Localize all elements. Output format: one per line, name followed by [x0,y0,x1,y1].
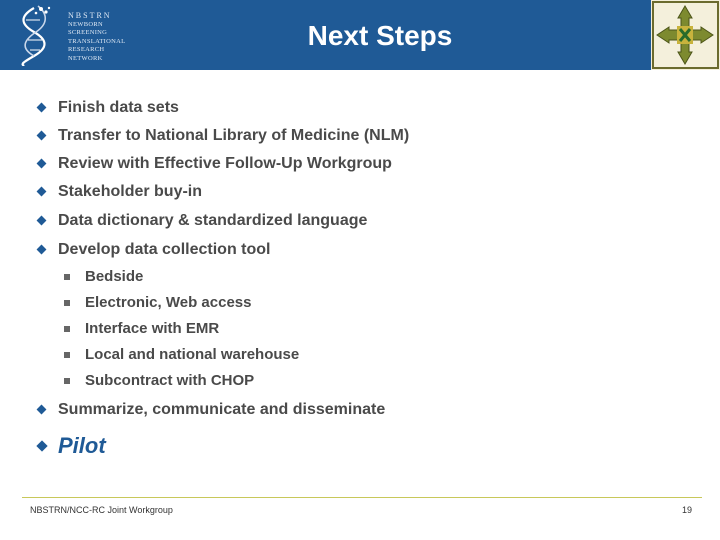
footer-label: NBSTRN/NCC-RC Joint Workgroup [30,505,173,515]
sub-bullet-text: Subcontract with CHOP [85,372,255,389]
logo-line: RESEARCH [68,46,105,54]
logo-line: NETWORK [68,54,103,62]
diamond-bullet-icon [36,440,47,451]
sub-bullet-text: Electronic, Web access [85,294,252,311]
square-bullet-icon [64,274,70,280]
diamond-bullet-icon [37,103,47,113]
emblem-logo [651,0,720,70]
dna-helix-icon [14,4,54,66]
diamond-bullet-icon [37,245,47,255]
footer-divider [22,497,702,498]
slide-title: Next Steps [307,20,453,51]
page-number: 19 [681,505,692,515]
sub-bullet-text: Bedside [85,268,144,285]
diamond-bullet-icon [37,159,47,169]
logo-wordmark [68,12,125,64]
bullet-text: Data dictionary & standardized language [58,212,368,229]
bullet-text: Summarize, communicate and disseminate [58,401,386,418]
square-bullet-icon [64,378,70,384]
nbstrn-logo [14,4,126,66]
diamond-bullet-icon [37,187,47,197]
logo-line: SCREENING [68,29,108,37]
cross-emblem-icon [651,0,720,70]
logo-line: NBSTRN [68,11,112,20]
sub-bullet-text: Interface with EMR [85,320,220,337]
bullet-text: Finish data sets [58,99,179,116]
diamond-bullet-icon [37,216,47,226]
bullet-text: Transfer to National Library of Medicine (NLM) [58,127,410,144]
sub-bullet-text: Local and national warehouse [85,346,300,363]
square-bullet-icon [64,326,70,332]
slide-header [0,0,720,70]
logo-line: TRANSLATIONAL [68,37,126,45]
diamond-bullet-icon [37,131,47,141]
square-bullet-icon [64,352,70,358]
bullet-text: Review with Effective Follow-Up Workgroup [58,155,392,172]
square-bullet-icon [64,300,70,306]
bullet-text: Develop data collection tool [58,241,271,258]
bullet-text: Stakeholder buy-in [58,183,203,200]
diamond-bullet-icon [37,405,47,415]
pilot-text: Pilot [58,433,106,458]
logo-line: NEWBORN [68,20,103,28]
